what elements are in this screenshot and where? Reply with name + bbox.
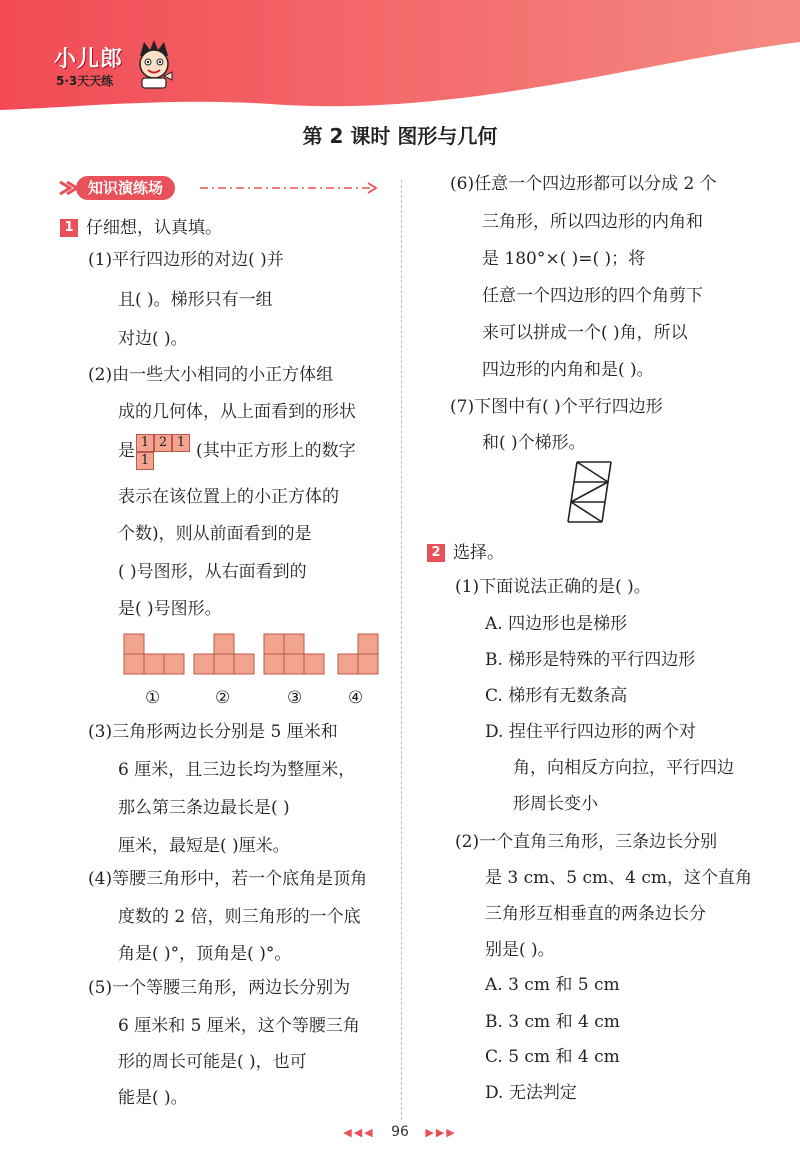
q1-p4-line: (4)等腰三角形中，若一个底角是顶角 xyxy=(88,869,368,889)
q1-p4-line: 度数的 2 倍，则三角形的一个底 xyxy=(118,907,361,927)
q2-s2-option: B. 3 cm 和 4 cm xyxy=(485,1012,620,1032)
q1-p2-line: 个数)，则从前面看到的是 xyxy=(118,524,312,544)
q1-p7-line: (7)下图中有( )个平行四边形 xyxy=(450,397,663,417)
top-view-grid xyxy=(136,434,196,472)
column-divider xyxy=(401,180,402,1120)
q2-s1-option: C. 梯形有无数条高 xyxy=(485,686,628,706)
q1-p6-line: 四边形的内角和是( )。 xyxy=(482,360,654,380)
q2-s1-option: 角，向相反方向拉，平行四边 xyxy=(513,758,734,778)
question-title: 仔细想，认真填。 xyxy=(86,218,222,238)
left-arrows-icon: ◀◀◀ xyxy=(343,1126,375,1139)
q1-p2-line: ( )号图形，从右面看到的 xyxy=(118,562,307,582)
q1-p6-line: (6)任意一个四边形都可以分成 2 个 xyxy=(450,174,717,194)
q1-p6-line: 任意一个四边形的四个角剪下 xyxy=(482,286,703,306)
q1-p2-line: 成的几何体，从上面看到的形状 xyxy=(118,402,356,422)
q2-s2-option: D. 无法判定 xyxy=(485,1083,577,1103)
option-figure-4 xyxy=(338,634,378,674)
dash-dot-arrow-icon xyxy=(198,176,380,200)
page-footer xyxy=(0,1124,800,1140)
q2-s2-line: 是 3 cm、5 cm、4 cm，这个直角 xyxy=(485,868,752,888)
option-label: ② xyxy=(215,688,231,708)
q2-s2-line: 三角形互相垂直的两条边长分 xyxy=(485,904,706,924)
q1-p6-line: 是 180°×( )=( )；将 xyxy=(482,249,646,269)
parallelogram-trapezoid-figure xyxy=(560,457,620,527)
view-options-figure xyxy=(118,630,388,676)
q2-s1-option: D. 捏住平行四边形的两个对 xyxy=(485,722,696,742)
q1-p7-line: 和( )个梯形。 xyxy=(482,433,586,453)
q1-p1-line: 对边( )。 xyxy=(118,329,188,349)
brand-logo xyxy=(50,38,180,98)
option-figure-3 xyxy=(264,634,324,674)
lesson-title: 第 2 课时 图形与几何 xyxy=(302,124,498,148)
mascot-icon xyxy=(134,38,176,90)
question-title: 选择。 xyxy=(453,543,504,563)
option-label: ③ xyxy=(287,688,303,708)
q1-p5-line: (5)一个等腰三角形，两边长分别为 xyxy=(88,978,351,998)
q1-p2-prefix: 是 xyxy=(118,441,135,461)
option-figure-2 xyxy=(194,634,254,674)
q2-s2-option: A. 3 cm 和 5 cm xyxy=(485,975,620,995)
q1-p1-line: 且( )。梯形只有一组 xyxy=(118,290,273,310)
q2-s1-option: 形周长变小 xyxy=(513,794,598,814)
q1-p3-line: 6 厘米，且三边长均为整厘米， xyxy=(118,760,356,780)
q1-p2-line: 表示在该位置上的小正方体的 xyxy=(118,487,339,507)
q1-p3-line: (3)三角形两边长分别是 5 厘米和 xyxy=(88,722,338,742)
option-label: ④ xyxy=(348,688,364,708)
grid-cell: 1 xyxy=(136,434,154,452)
q1-p5-line: 形的周长可能是( )，也可 xyxy=(118,1052,307,1072)
q1-p5-line: 能是( )。 xyxy=(118,1088,188,1108)
question-number-badge: 1 xyxy=(60,219,78,237)
q1-p3-line: 厘米，最短是( )厘米。 xyxy=(118,836,290,856)
section-label: 知识演练场 xyxy=(76,176,175,200)
option-label: ① xyxy=(145,688,161,708)
grid-cell: 1 xyxy=(172,434,190,452)
brand-name: 小儿郎 xyxy=(54,47,124,72)
q1-p2-line: 是( )号图形。 xyxy=(118,599,222,619)
q1-p2-suffix: (其中正方形上的数字 xyxy=(196,441,356,461)
grid-cell: 1 xyxy=(136,452,154,470)
question-1-header xyxy=(60,216,222,240)
question-2-header xyxy=(427,541,504,565)
q2-s2-line: 别是( )。 xyxy=(485,940,555,960)
q1-p5-line: 6 厘米和 5 厘米，这个等腰三角 xyxy=(118,1016,360,1036)
grid-cell: 2 xyxy=(154,434,172,452)
q1-p1-line: (1)平行四边形的对边( )并 xyxy=(88,250,284,270)
right-arrows-icon: ▶▶▶ xyxy=(425,1126,457,1139)
page-number: 96 xyxy=(391,1124,409,1140)
q2-s1-line: (1)下面说法正确的是( )。 xyxy=(455,577,651,597)
question-number-badge: 2 xyxy=(427,544,445,562)
q1-p4-line: 角是( )°，顶角是( )°。 xyxy=(118,944,292,964)
q1-p2-line: (2)由一些大小相同的小正方体组 xyxy=(88,365,334,385)
q2-s2-option: C. 5 cm 和 4 cm xyxy=(485,1047,620,1067)
q1-p6-line: 来可以拼成一个( )角，所以 xyxy=(482,323,688,343)
brand-subtitle: 5·3天天练 xyxy=(56,74,114,88)
option-figure-1 xyxy=(124,634,184,674)
q1-p3-line: 那么第三条边最长是( ) xyxy=(118,798,290,818)
q2-s1-option: B. 梯形是特殊的平行四边形 xyxy=(485,650,696,670)
q1-p6-line: 三角形，所以四边形的内角和 xyxy=(482,212,703,232)
q2-s2-line: (2)一个直角三角形，三条边长分别 xyxy=(455,832,718,852)
q2-s1-option: A. 四边形也是梯形 xyxy=(485,614,628,634)
